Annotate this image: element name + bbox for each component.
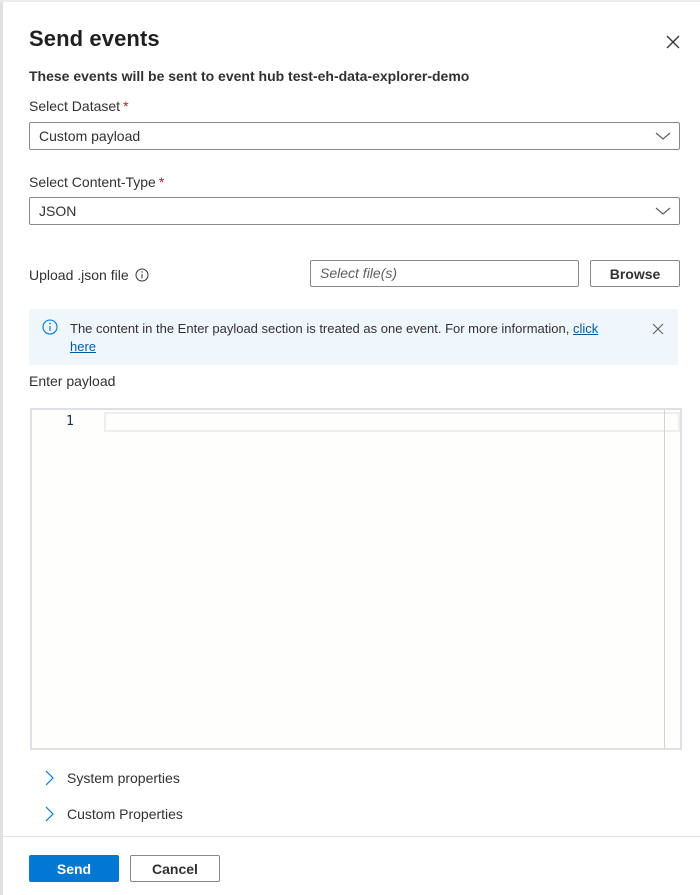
payload-label: Enter payload [29, 373, 116, 389]
chevron-right-icon [43, 806, 55, 822]
upload-label [29, 267, 149, 283]
system-properties-expander[interactable] [43, 770, 180, 786]
content-type-label [29, 174, 164, 190]
dataset-label [29, 98, 129, 114]
payload-editor[interactable] [30, 408, 682, 750]
editor-scrollbar[interactable] [664, 410, 665, 748]
panel-title: Send events [29, 26, 160, 51]
cancel-button[interactable]: Cancel [130, 855, 220, 882]
system-properties-label: System properties [67, 770, 180, 786]
info-icon[interactable] [135, 268, 149, 282]
send-events-panel [3, 2, 700, 895]
send-button[interactable]: Send [29, 855, 119, 882]
custom-properties-label: Custom Properties [67, 806, 183, 822]
chevron-down-icon [655, 130, 671, 142]
panel-subtitle: These events will be sent to event hub test-eh-data-explorer-demo [29, 68, 470, 84]
footer-divider [3, 836, 700, 837]
info-icon [42, 319, 58, 335]
browse-button[interactable]: Browse [590, 260, 680, 287]
file-select-input[interactable]: Select file(s) [310, 260, 579, 287]
custom-properties-expander[interactable] [43, 806, 183, 822]
content-type-dropdown-value: JSON [39, 203, 77, 219]
content-type-dropdown[interactable] [29, 197, 680, 225]
required-marker: * [158, 174, 165, 190]
info-banner-message [70, 320, 620, 356]
required-marker: * [123, 98, 129, 114]
dataset-dropdown[interactable] [29, 122, 680, 150]
chevron-down-icon [655, 205, 671, 217]
dataset-dropdown-value: Custom payload [39, 128, 141, 144]
upload-label-text: Upload .json file [29, 267, 129, 283]
click-here-link[interactable]: click here [70, 321, 599, 354]
content-type-label-text: Select Content-Type [29, 174, 156, 190]
dismiss-banner-icon[interactable] [651, 322, 665, 336]
close-button[interactable] [663, 32, 683, 52]
dataset-label-text: Select Dataset [29, 98, 121, 114]
chevron-right-icon [43, 770, 55, 786]
line-number: 1 [66, 414, 74, 429]
info-banner [29, 309, 678, 365]
current-line-highlight [104, 412, 680, 432]
close-icon [663, 32, 683, 52]
info-banner-text: The content in the Enter payload section is treated as one event. For more information, [70, 321, 573, 336]
